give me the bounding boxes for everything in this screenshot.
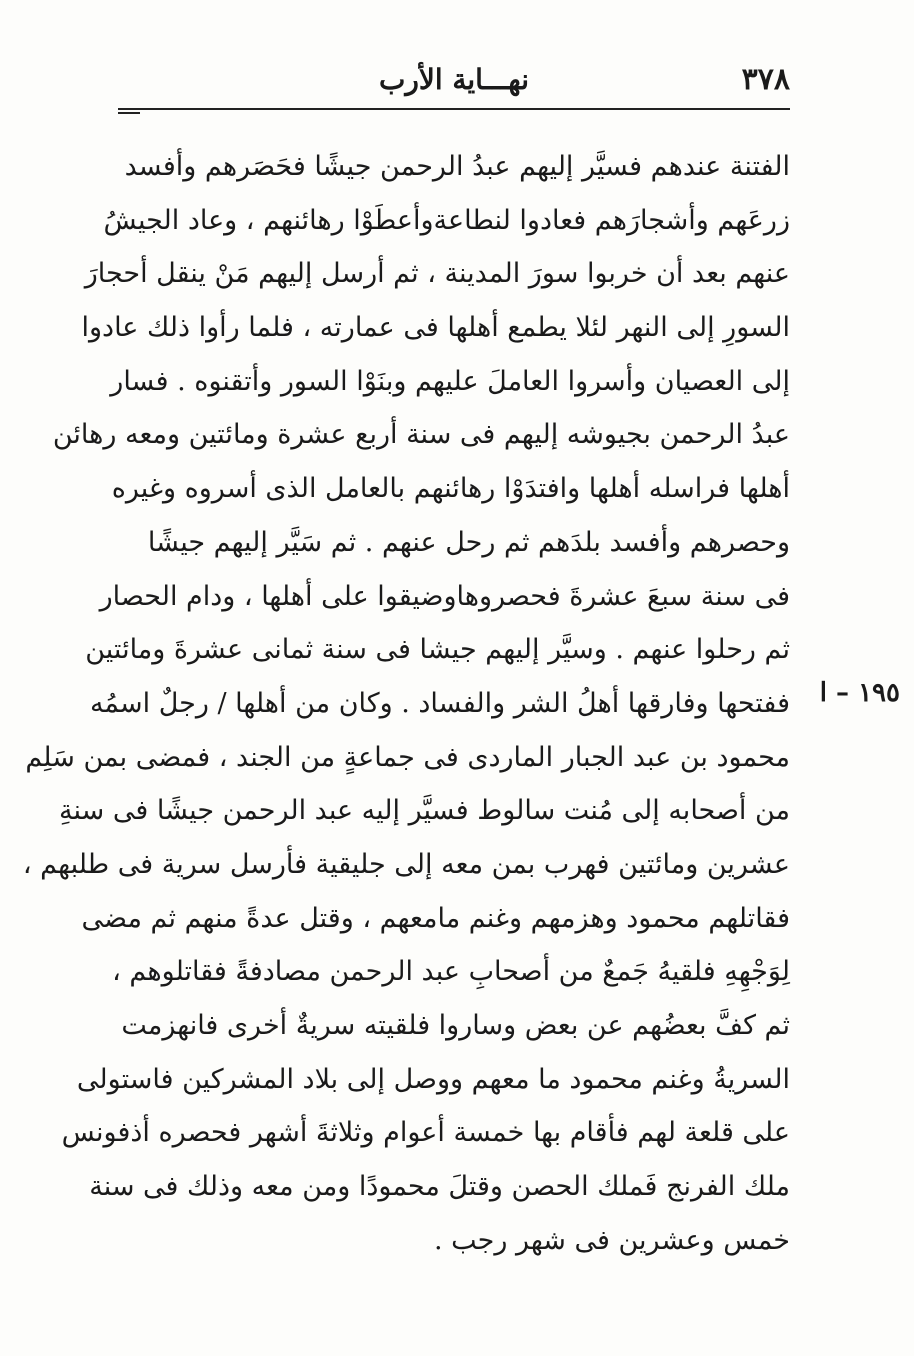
text-line: لِوَجْهِهِ فلقيهُ جَمعٌ من أصحابِ عبد الرحمن مصادفةً فقاتلوهم ، [112, 956, 790, 988]
text-line-final: خمس وعشرين فى شهر رجب . [433, 1224, 790, 1256]
text-line: زرعَهم وأشجارَهم فعادوا لنطاعةوأعطَوْا رهائنهم ، وعاد الجيشُ [103, 204, 790, 236]
text-line: عبدُ الرحمن بجيوشه إليهم فى سنة أربع عشرة ومائتين ومعه رهائن [52, 419, 790, 451]
text-line: عنهم بعد أن خربوا سورَ المدينة ، ثم أرسل إليهم مَنْ ينقل أحجارَ [84, 258, 790, 290]
text-line: ملك الفرنج فَملك الحصن وقتلَ محمودًا ومن معه وذلك فى سنة [89, 1171, 790, 1203]
text-line: ففتحها وفارقها أهلُ الشر والفساد . وكان من أهلها / رجلٌ اسمُه [89, 687, 790, 719]
text-line: أهلها فراسله أهلها وافتدَوْا رهائنهم بالعامل الذى أسروه وغيره [111, 473, 790, 505]
header-rule [118, 108, 790, 110]
text-line: فى سنة سبعَ عشرةَ فحصروهاوضيقوا على أهلها ، ودام الحصار [99, 580, 790, 612]
page-number: ٣٧٨ [741, 62, 790, 97]
text-line: من أصحابه إلى مُنت سالوط فسيَّر إليه عبد الرحمن جيشًا فى سنةِ [59, 795, 790, 827]
text-line: إلى العصيان وأسروا العاملَ عليهم وبنَوْا السور وأتقنوه . فسار [110, 365, 790, 397]
text-line: فقاتلهم محمود وهزمهم وغنم مامعهم ، وقتل عدةً منهم ثم مضى [81, 902, 790, 934]
header-rule-tick [118, 112, 140, 114]
running-title: نهـــاية الأرب [378, 63, 530, 96]
text-line: السريةُ وغنم محمود ما معهم ووصل إلى بلاد المشركين فاستولى [76, 1063, 790, 1095]
text-line: الفتنة عندهم فسيَّر إليهم عبدُ الرحمن جيشًا فحَصَرهم وأفسد [124, 151, 790, 182]
text-line: عشرين ومائتين فهرب بمن معه إلى جليقية فأرسل سرية فى طلبهم ، [22, 848, 790, 880]
page-header [118, 58, 790, 102]
text-line: وحصرهم وأفسد بلدَهم ثم رحل عنهم . ثم سَيَّر إليهم جيشًا [147, 526, 790, 558]
text-line: على قلعة لهم فأقام بها خمسة أعوام وثلاثةَ أشهر فحصره أذفونس [61, 1117, 790, 1149]
body-text [22, 140, 790, 1267]
text-line: محمود بن عبد الجبار الماردى فى جماعةٍ من الجند ، فمضى بمن سَلِم [25, 741, 790, 773]
text-line: ثم رحلوا عنهم . وسيَّر إليهم جيشا فى سنة ثمانى عشرةَ ومائتين [85, 634, 790, 666]
text-line: السورِ إلى النهر لئلا يطمع أهلها فى عمارته ، فلما رأوا ذلك عادوا [81, 312, 790, 344]
text-line: ثم كفَّ بعضُهم عن بعض وساروا فلقيته سريةٌ أخرى فانهزمت [121, 1010, 790, 1041]
margin-note: ١٩٥ – ا [819, 678, 900, 708]
